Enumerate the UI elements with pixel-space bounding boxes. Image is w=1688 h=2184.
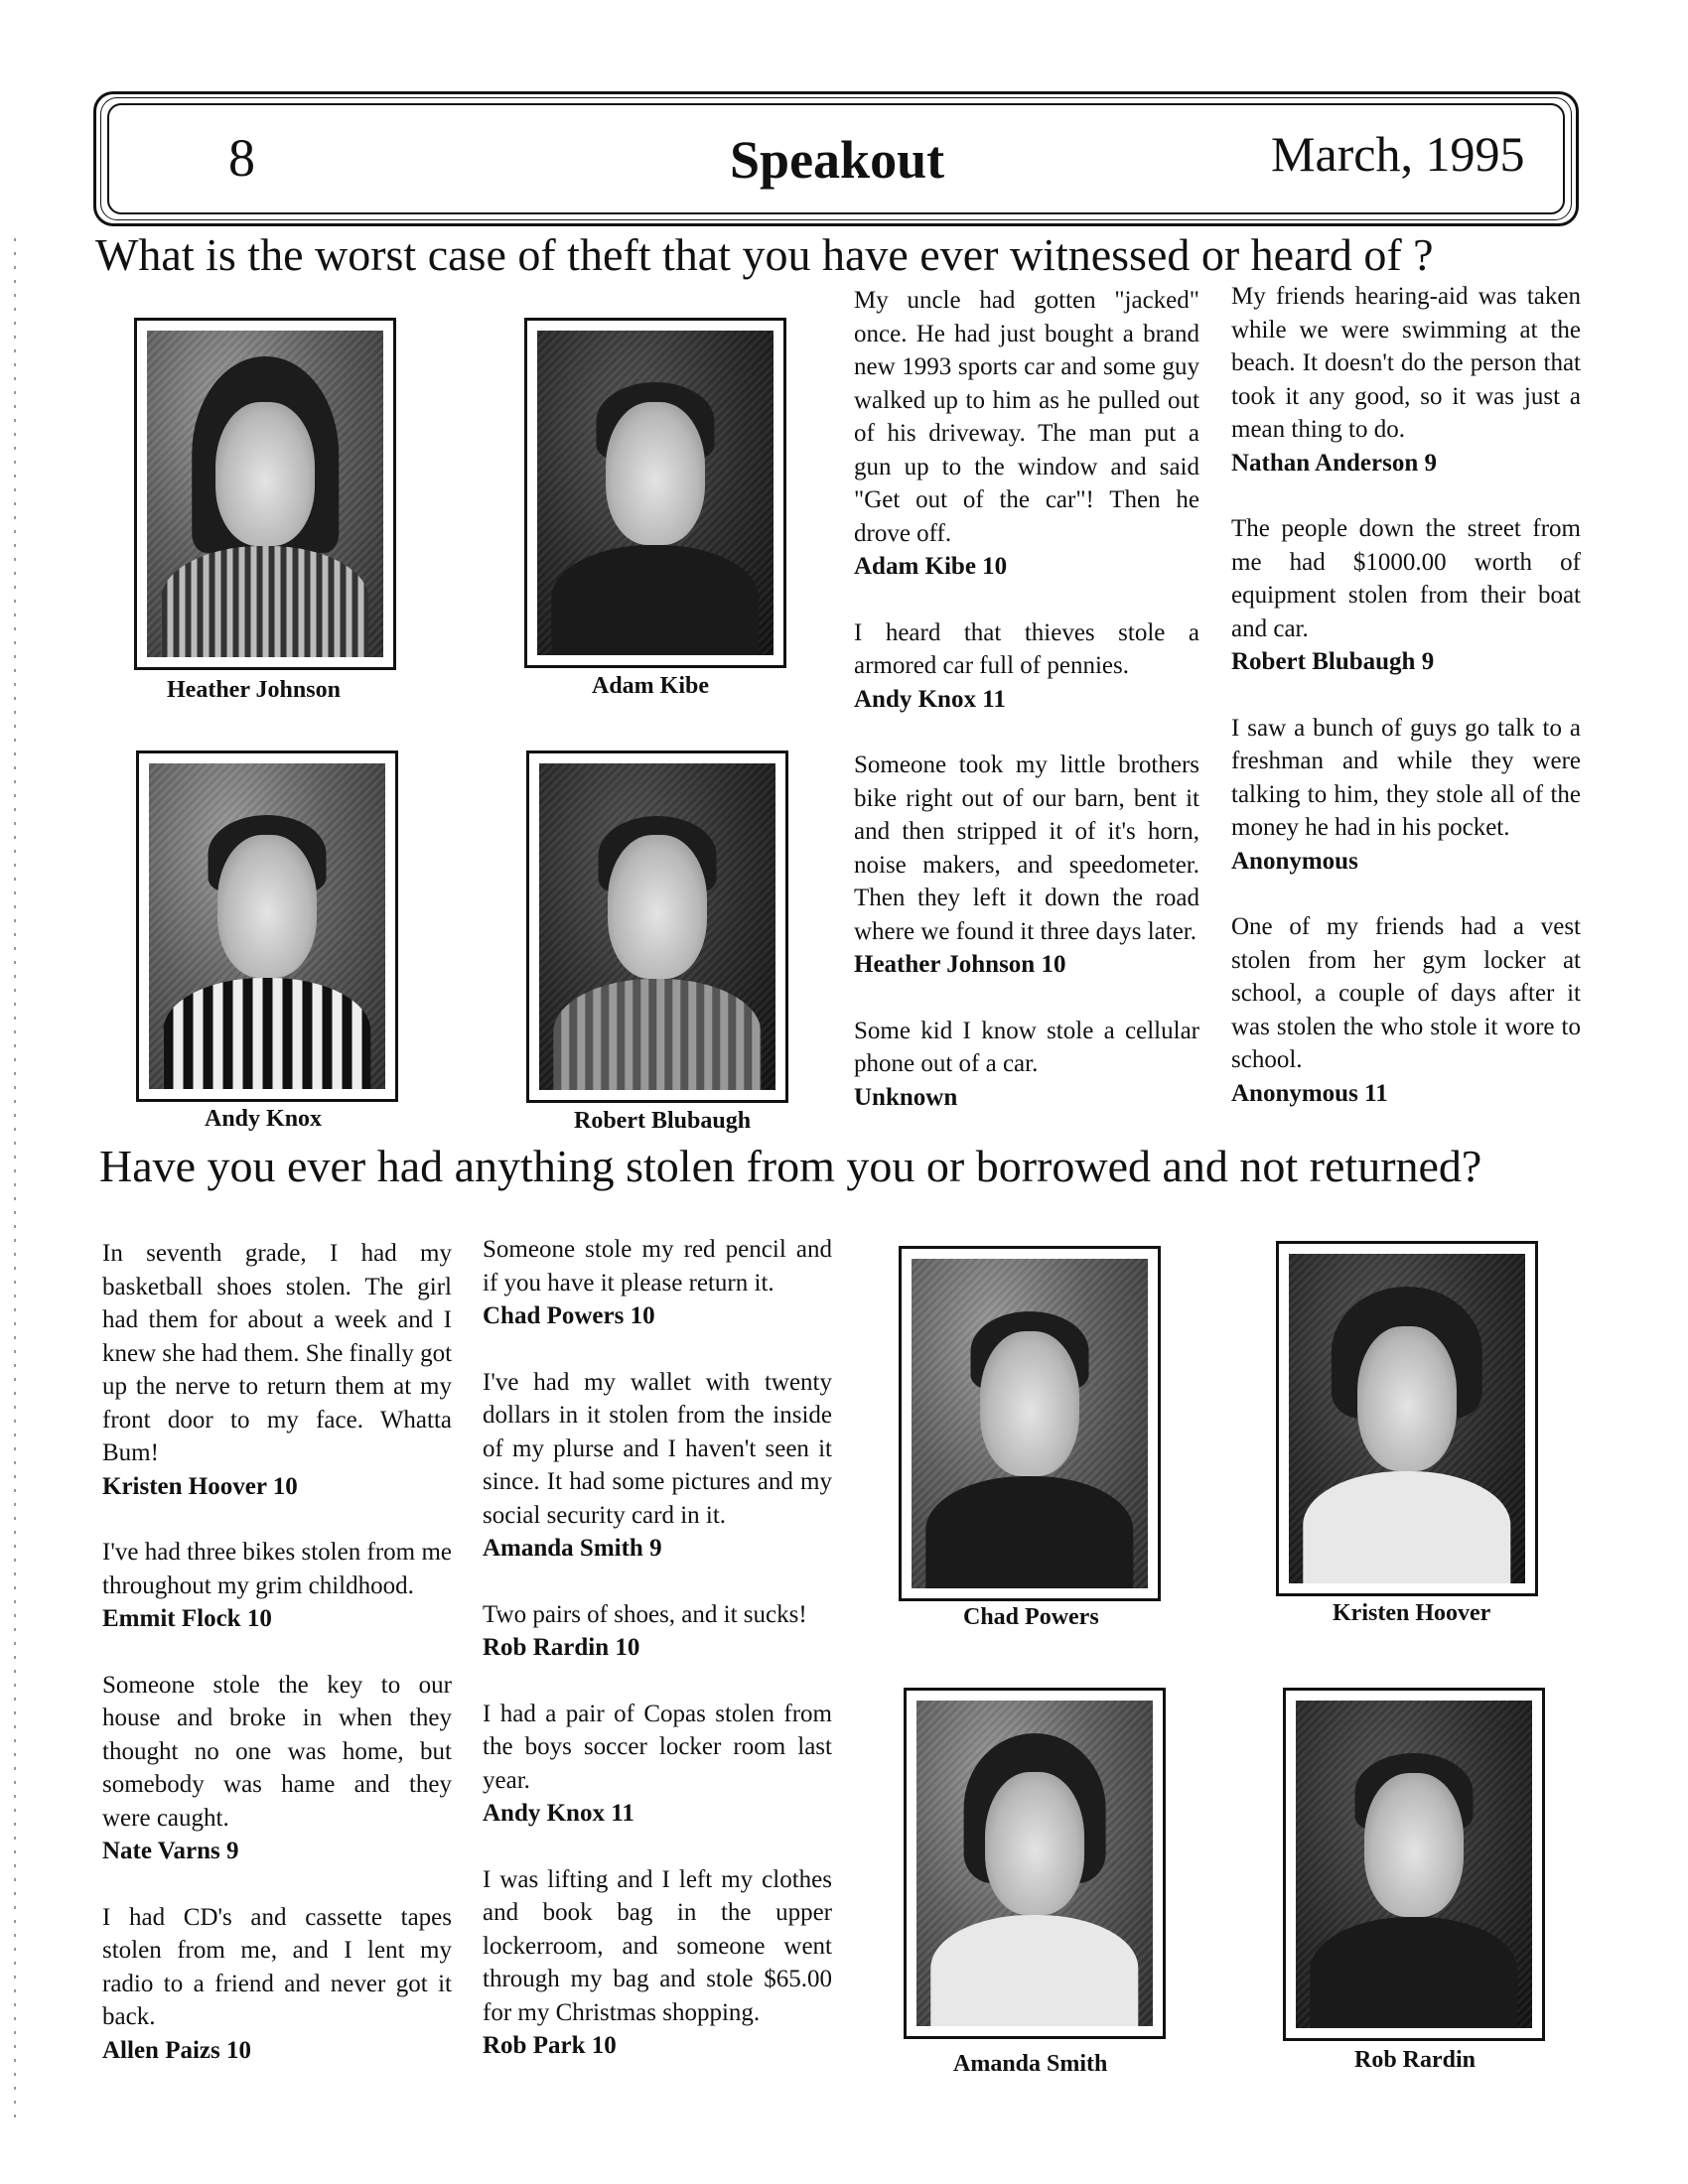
portrait-photo: [524, 318, 786, 668]
page-number: 8: [228, 128, 255, 188]
responses-column: [1231, 280, 1581, 1143]
portrait-photo: [904, 1688, 1166, 2039]
response-author: Andy Knox 11: [483, 1800, 634, 1827]
portrait-photo: [136, 751, 398, 1102]
response-author: Chad Powers 10: [483, 1302, 655, 1329]
response: I saw a bunch of guys go talk to a freshman and while they were talking to him, they stole all of the money he had in his pocket. Anonymous: [1231, 712, 1581, 879]
responses-column: [854, 284, 1199, 1147]
response: I had CD's and cassette tapes stolen from me, and I lent my radio to a friend and never got it back. Allen Paizs 10: [102, 1901, 452, 2068]
response: One of my friends had a vest stolen from her gym locker at school, a couple of days after it was stolen the who stole it wore to school. Anonymous 11: [1231, 910, 1581, 1110]
response-author: Andy Knox 11: [854, 685, 1006, 713]
photo-caption: Rob Rardin: [1354, 2047, 1477, 2073]
question-heading: What is the worst case of theft that you have ever witnessed or heard of ?: [95, 229, 1434, 280]
photo-caption: Heather Johnson: [167, 677, 341, 703]
response: Someone stole the key to our house and broke in when they thought no one was home, but somebody was hame and they were caught. Nate Varns 9: [102, 1669, 452, 1868]
issue-date: March, 1995: [1271, 126, 1525, 182]
response-author: Robert Blubaugh 9: [1231, 648, 1435, 675]
response: Two pairs of shoes, and it sucks! Rob Rardin 10: [483, 1598, 832, 1665]
response: I've had my wallet with twenty dollars in it stolen from the inside of my plurse and I haven't seen it since. It had some pictures and my social security card in it. Amanda Smith 9: [483, 1366, 832, 1566]
response: I had a pair of Copas stolen from the boys soccer locker room last year. Andy Knox 11: [483, 1698, 832, 1831]
response-author: Nate Varns 9: [102, 1838, 239, 1864]
response-author: Amanda Smith 9: [483, 1535, 662, 1562]
photo-caption: Amanda Smith: [953, 2051, 1108, 2077]
response: I heard that thieves stole a armored car full of pennies. Andy Knox 11: [854, 616, 1199, 717]
portrait-photo: [526, 751, 788, 1103]
margin-mark: [14, 238, 16, 2124]
response: The people down the street from me had $1000.00 worth of equipment stolen from their boat and car. Robert Blubaugh 9: [1231, 512, 1581, 679]
response: I've had three bikes stolen from me throughout my grim childhood. Emmit Flock 10: [102, 1536, 452, 1636]
responses-column: [102, 1237, 452, 2100]
portrait-photo: [134, 318, 396, 670]
portrait-photo: [899, 1246, 1161, 1601]
responses-column: [483, 1233, 832, 2096]
response-author: Allen Paizs 10: [102, 2036, 251, 2064]
response-author: Rob Park 10: [483, 2032, 617, 2059]
response-author: Emmit Flock 10: [102, 1605, 272, 1632]
response-author: Kristen Hoover 10: [102, 1472, 298, 1500]
photo-caption: Kristen Hoover: [1333, 1600, 1491, 1626]
response-author: Rob Rardin 10: [483, 1634, 640, 1661]
response-author: Anonymous 11: [1231, 1079, 1388, 1107]
section-title: Speakout: [730, 130, 945, 190]
photo-caption: Chad Powers: [963, 1604, 1099, 1630]
response: Someone took my little brothers bike right out of our barn, bent it and then stripped it of it's horn, noise makers, and speedometer. Then they left it down the road where we found it three days later. Heather Johnson 10: [854, 749, 1199, 982]
response: Some kid I know stole a cellular phone out of a car. Unknown: [854, 1015, 1199, 1115]
response-author: Nathan Anderson 9: [1231, 449, 1437, 477]
photo-caption: Adam Kibe: [592, 673, 710, 699]
response: My friends hearing-aid was taken while we were swimming at the beach. It doesn't do the person that took it any good, so it was just a mean thing to do. Nathan Anderson 9: [1231, 280, 1581, 479]
portrait-photo: [1276, 1241, 1538, 1596]
response-author: Heather Johnson 10: [854, 951, 1066, 978]
response-author: Adam Kibe 10: [854, 553, 1008, 580]
question-heading: Have you ever had anything stolen from you or borrowed and not returned?: [99, 1141, 1482, 1191]
response: In seventh grade, I had my basketball shoes stolen. The girl had them for about a week and I knew she had them. She finally got up the nerve to return them at my front door to my face. Whatta Bum! Kristen Hoover 10: [102, 1237, 452, 1503]
response-author: Anonymous: [1231, 847, 1358, 875]
response: My uncle had gotten "jacked" once. He had just bought a brand new 1993 sports car and some guy walked up to him as he pulled out of his driveway. The man put a gun up to the window and said "Get out of the car"! Then he drove off. Adam Kibe 10: [854, 284, 1199, 584]
portrait-photo: [1283, 1688, 1545, 2041]
photo-caption: Andy Knox: [205, 1106, 323, 1132]
photo-caption: Robert Blubaugh: [574, 1108, 752, 1134]
response: Someone stole my red pencil and if you have it please return it. Chad Powers 10: [483, 1233, 832, 1333]
response: I was lifting and I left my clothes and book bag in the upper lockerroom, and someone went through my bag and stole $65.00 for my Christmas shopping. Rob Park 10: [483, 1863, 832, 2063]
response-author: Unknown: [854, 1083, 958, 1111]
